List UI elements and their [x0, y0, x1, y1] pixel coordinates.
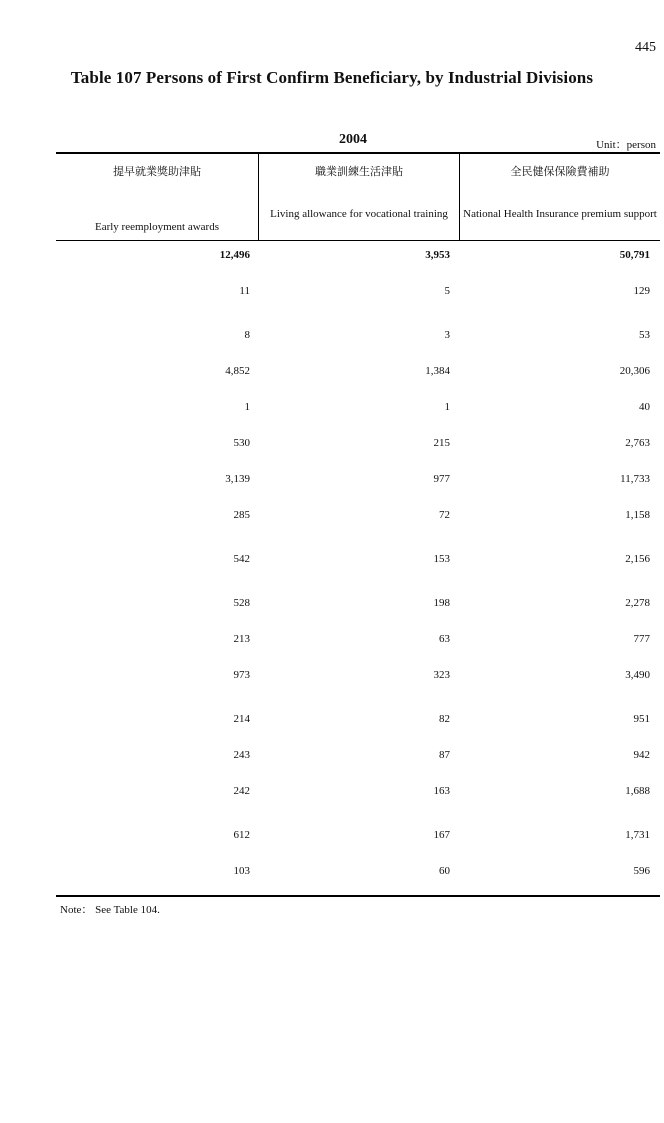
table-row-total [56, 249, 660, 265]
table-cell: 612 [233, 829, 250, 841]
table-cell: 167 [433, 829, 450, 841]
column-header-health-insurance [460, 153, 660, 240]
table-cell: 5 [444, 285, 450, 297]
column-header-zh: 職業訓練生活津貼 [315, 165, 403, 178]
table-cell: 977 [433, 473, 450, 485]
table-cell: 50,791 [619, 249, 650, 261]
column-header-zh: 全民健保保險費補助 [510, 165, 610, 178]
table-cell: 4,852 [225, 365, 250, 377]
table-cell: 72 [439, 509, 450, 521]
column-header-living-allowance [259, 153, 459, 240]
table-cell: 777 [633, 633, 650, 645]
table-row [56, 285, 660, 301]
table-note: Note： See Table 104. [60, 904, 160, 916]
table-cell: 528 [233, 597, 250, 609]
table-title: Table 107 Persons of First Confirm Beneficiary, by Industrial Divisions [70, 68, 594, 87]
table-cell: 530 [233, 437, 250, 449]
table-row [56, 633, 660, 649]
table-cell: 215 [433, 437, 450, 449]
table-row [56, 829, 660, 845]
table-row [56, 597, 660, 613]
table-cell: 1,731 [625, 829, 650, 841]
table-cell: 40 [639, 401, 650, 413]
table-cell: 3 [444, 329, 450, 341]
table-cell: 596 [633, 865, 650, 877]
year-label: 2004 [339, 132, 367, 147]
table-cell: 87 [439, 749, 450, 761]
table-cell: 60 [439, 865, 450, 877]
table-row [56, 437, 660, 453]
table-cell: 214 [233, 713, 250, 725]
table-cell: 153 [433, 553, 450, 565]
table-cell: 2,763 [625, 437, 650, 449]
table-cell: 163 [433, 785, 450, 797]
table-cell: 243 [233, 749, 250, 761]
table-cell: 942 [633, 749, 650, 761]
bottom-rule [56, 895, 660, 897]
table-cell: 213 [233, 633, 250, 645]
table-cell: 1,688 [625, 785, 650, 797]
table-cell: 323 [433, 669, 450, 681]
page-number: 445 [635, 40, 656, 55]
table-row [56, 401, 660, 417]
column-header-early-reemployment [56, 153, 258, 240]
table-cell: 3,490 [625, 669, 650, 681]
table-cell: 951 [633, 713, 650, 725]
table-cell: 82 [439, 713, 450, 725]
table-cell: 542 [233, 553, 250, 565]
table-row [56, 509, 660, 525]
table-cell: 53 [639, 329, 650, 341]
table-cell: 198 [433, 597, 450, 609]
table-row [56, 365, 660, 381]
column-header-en: National Health Insurance premium support [463, 208, 657, 220]
table-row [56, 329, 660, 345]
unit-label: Unit：person [596, 139, 656, 151]
table-row [56, 473, 660, 489]
table-cell: 242 [233, 785, 250, 797]
table-cell: 20,306 [619, 365, 650, 377]
table-cell: 973 [233, 669, 250, 681]
table-cell: 3,139 [225, 473, 250, 485]
table-row [56, 749, 660, 765]
table-cell: 12,496 [219, 249, 250, 261]
table-row [56, 669, 660, 685]
table-cell: 2,156 [625, 553, 650, 565]
table-row [56, 713, 660, 729]
table-cell: 285 [233, 509, 250, 521]
table-cell: 11 [239, 285, 250, 297]
table-cell: 1 [444, 401, 450, 413]
table-cell: 3,953 [425, 249, 450, 261]
table-cell: 103 [233, 865, 250, 877]
header-rule [56, 240, 660, 241]
table-cell: 1 [244, 401, 250, 413]
column-header-zh: 提早就業獎助津貼 [113, 165, 201, 178]
table-row [56, 553, 660, 569]
table-cell: 129 [633, 285, 650, 297]
table-row [56, 785, 660, 801]
table-cell: 1,158 [625, 509, 650, 521]
table-cell: 63 [439, 633, 450, 645]
column-header-en: Living allowance for vocational training [270, 208, 448, 220]
table-row [56, 865, 660, 881]
table-cell: 1,384 [425, 365, 450, 377]
table-cell: 11,733 [620, 473, 650, 485]
table-cell: 8 [244, 329, 250, 341]
column-header-en: Early reemployment awards [94, 221, 219, 233]
table-cell: 2,278 [625, 597, 650, 609]
